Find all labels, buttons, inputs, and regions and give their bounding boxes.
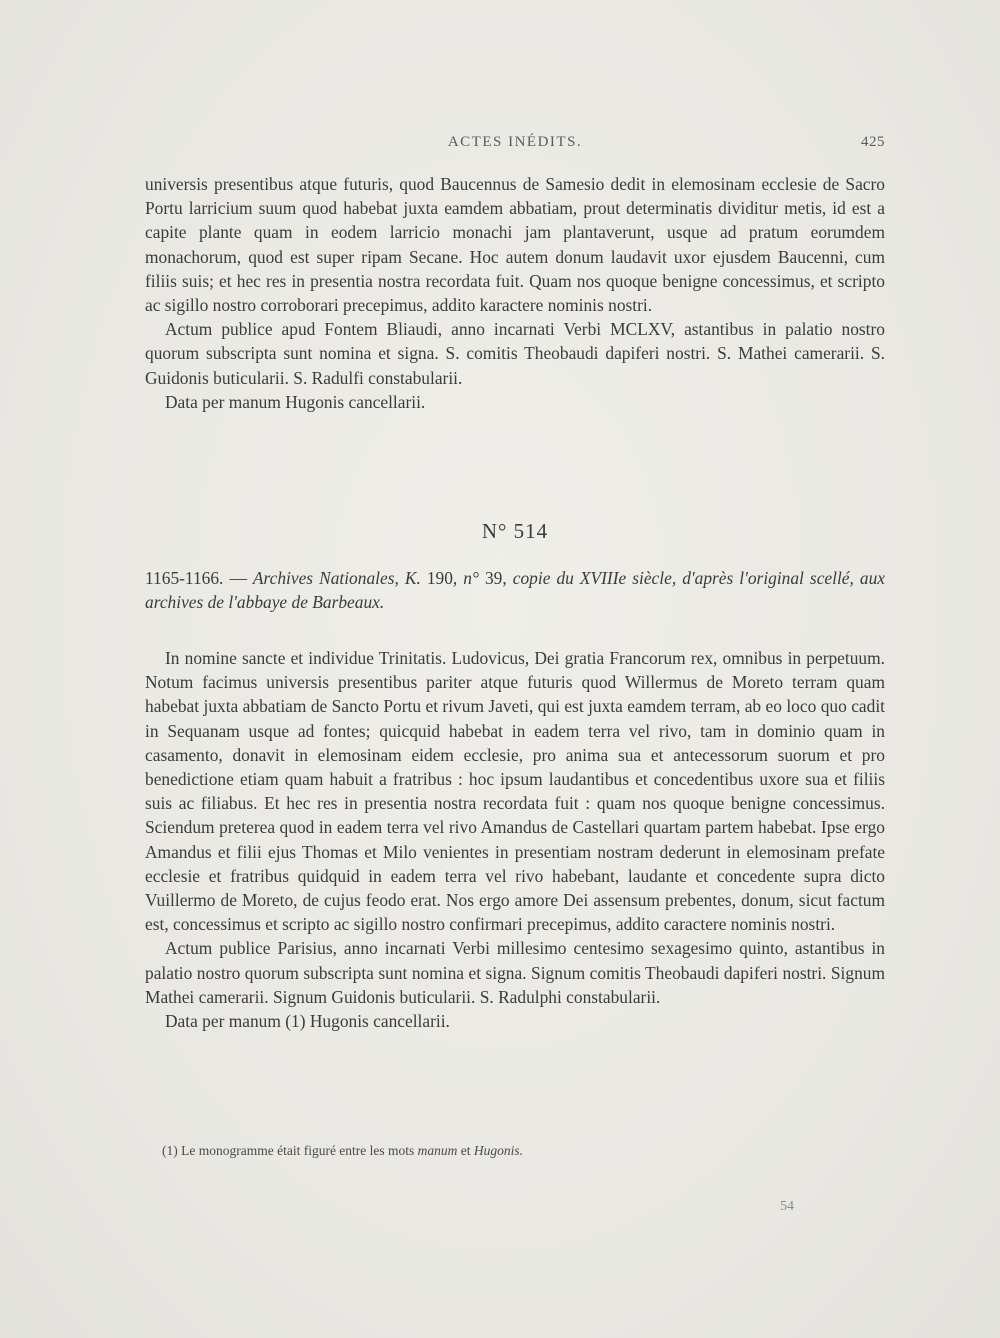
source-ref: 190, bbox=[420, 568, 464, 588]
source-description: copie du XVIIIe siècle, d'après l'original scellé, aux archives de l'abbaye de Barbeaux. bbox=[145, 568, 885, 613]
source-archive: Archives Nationales, K. bbox=[252, 568, 421, 588]
paragraph: universis presentibus atque futuris, quod Baucennus de Samesio dedit in elemosinam ecclesie de Sacro Portu larricium suum quod habebat juxta eamdem abbatiam, prout determinatis dividitur metis, id est a capite plante quam in eodem larricio monachi jam plantaverunt, usque ad pratum eorumdem monachorum, quod est super ripam Secane. Hoc autem donum laudavit uxor ejusdem Baucenni, cum filiis suis; et hec res in presentia nostra recordata fuit. Quam nos quoque benigne concessimus, et scripto ac sigillo nostro corroborari precepimus, addito karactere nominis nostri. bbox=[145, 174, 885, 316]
source-date: 1165-1166. — bbox=[145, 568, 253, 588]
source-no: n° bbox=[463, 568, 479, 588]
charter-513-end bbox=[145, 172, 885, 414]
paragraph-data: Data per manum Hugonis cancellarii. bbox=[165, 391, 426, 412]
footnote-lead: (1) Le monogramme était figuré entre les mots bbox=[162, 1143, 418, 1158]
footnote bbox=[162, 1143, 882, 1159]
running-title: ACTES INÉDITS. bbox=[447, 134, 583, 150]
source-note bbox=[145, 566, 885, 615]
footnote-word-1: manum bbox=[417, 1143, 458, 1158]
paragraph-actum: Actum publice apud Fontem Bliaudi, anno incarnati Verbi MCLXV, astantibus in palatio nostro quorum subscripta sunt nomina et signa. S. comitis Theobaudi dapiferi nostri. S. Mathei camerarii. S. Guidonis buticularii. S. Radulfi constabularii. bbox=[145, 319, 885, 388]
document-number: N° 514 bbox=[481, 519, 549, 543]
page-number: 425 bbox=[861, 134, 885, 150]
signature-mark: 54 bbox=[780, 1199, 794, 1214]
source-num: 39, bbox=[478, 568, 513, 588]
charter-514 bbox=[145, 646, 885, 1033]
paragraph-actum: Actum publice Parisius, anno incarnati Verbi millesimo centesimo sexagesimo quinto, astantibus in palatio nostro quorum subscripta sunt nomina et signa. Signum comitis Theobaudi dapiferi nostri. Signum Mathei camerarii. Signum Guidonis buticularii. S. Radulphi constabularii. bbox=[145, 938, 885, 1007]
running-header bbox=[145, 134, 885, 158]
paragraph-body: In nomine sancte et individue Trinitatis. Ludovicus, Dei gratia Francorum rex, omnibus in perpetuum. Notum facimus universis presentibus pariter atque futuris quod Willermus de Moreto terram quam habebat juxta abbatiam de Sancto Portu et rivum Javeti, qui est juxta eamdem terram, ab eo loco quo cadit in Sequanam usque ad fontes; quicquid habebat in eadem terra vel rivo, tam in dominio quam in casamento, donavit in elemosinam eidem ecclesie, pro anima sua et antecessorum suorum et pro benedictione etiam quam habuit a fratribus : hoc ipsum laudantibus et concedentibus uxore sua et filiis suis ac filiabus. Et hec res in presentia nostra recordata fuit : quam nos quoque benigne concessimus. Sciendum preterea quod in eadem terra vel rivo Amandus de Castellari quartam partem habebat. Ipse ergo Amandus et filii ejus Thomas et Milo venientes in presentiam nostram dederunt in elemosinam prefate ecclesie et fratribus quidquid in eadem terra vel rivo habebant, laudante et concedente supra dicto Vuillermo de Moreto, de cujus feodo erat. Nos ergo amore Dei assensum prebentes, donum, sicut factum est, concessimus et scripto ac sigillo nostro confirmari precepimus, addito caractere nominis nostri. bbox=[145, 648, 885, 935]
paragraph-data: Data per manum (1) Hugonis cancellarii. bbox=[165, 1011, 450, 1032]
footnote-mid: et bbox=[457, 1143, 474, 1158]
footnote-word-2: Hugonis. bbox=[473, 1143, 524, 1158]
